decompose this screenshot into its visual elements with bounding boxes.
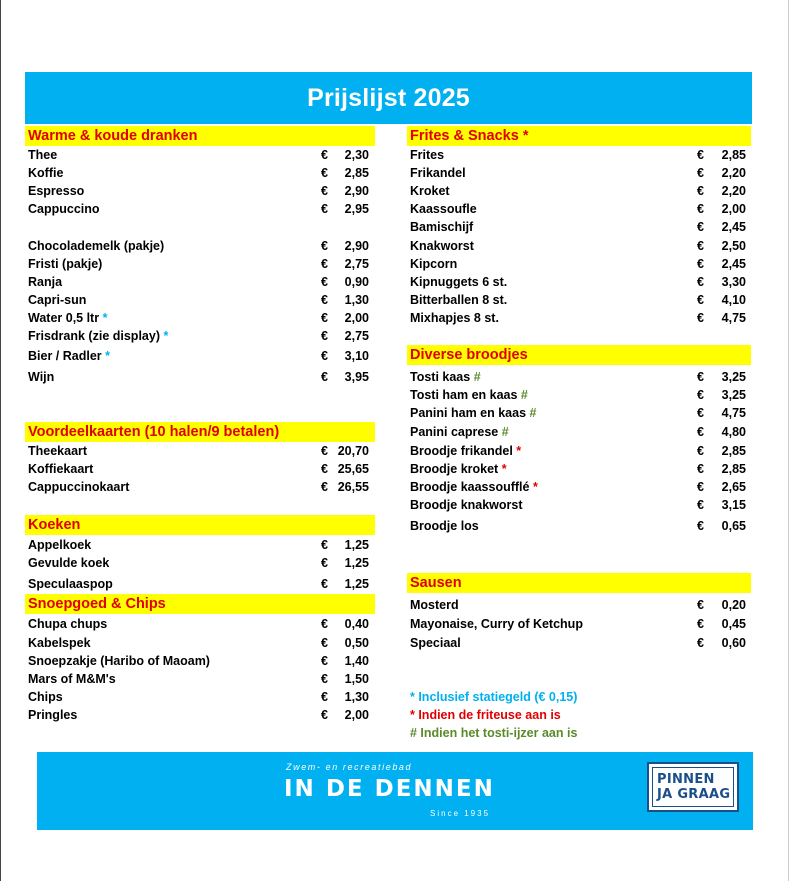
- item-price: 3,10: [344, 349, 369, 363]
- euro-sign: €: [321, 690, 328, 704]
- price-row: [407, 386, 751, 404]
- deposit-marker: *: [105, 349, 110, 363]
- item-name: Mosterd: [410, 598, 459, 612]
- deposit-marker: *: [102, 311, 108, 325]
- price-row: [407, 164, 751, 182]
- euro-sign: €: [697, 388, 704, 402]
- item-name: Bitterballen 8 st.: [410, 293, 508, 307]
- item-name: Appelkoek: [28, 538, 92, 552]
- euro-sign: €: [321, 556, 328, 570]
- item-price: 3,25: [721, 388, 746, 402]
- pin-badge-line1: PINNEN: [657, 772, 715, 787]
- item-name: Chocolademelk (pakje): [28, 239, 165, 253]
- price-row: [25, 536, 375, 554]
- item-price: 0,45: [721, 617, 746, 631]
- price-row: [25, 442, 375, 460]
- item-price: 2,85: [344, 166, 369, 180]
- price-row: [25, 182, 375, 200]
- item-name: [410, 478, 538, 496]
- item-name: [410, 460, 507, 478]
- item-name: Theekaart: [28, 444, 88, 458]
- item-price: 26,55: [337, 480, 369, 494]
- euro-sign: €: [321, 577, 328, 591]
- price-row: [25, 368, 375, 386]
- item-price: 1,25: [344, 538, 369, 552]
- page-edge-left: [0, 0, 1, 881]
- euro-sign: €: [321, 293, 328, 307]
- item-name: Bamischijf: [410, 220, 474, 234]
- section-heading-diverse-broodjes: Diverse broodjes: [407, 345, 751, 365]
- section-heading-snoepgoed-chips: Snoepgoed & Chips: [25, 594, 375, 614]
- item-name-text: Panini caprese: [410, 425, 502, 439]
- euro-sign: €: [697, 311, 704, 325]
- euro-sign: €: [321, 538, 328, 552]
- section-heading-warme-koude-dranken: Warme & koude dranken: [25, 126, 375, 146]
- price-row: [25, 164, 375, 182]
- item-price: 0,90: [344, 275, 369, 289]
- item-price: 2,50: [721, 239, 746, 253]
- item-name-text: Broodje frikandel: [410, 444, 517, 458]
- price-row: [407, 291, 751, 309]
- item-name: Mayonaise, Curry of Ketchup: [410, 617, 583, 631]
- item-price: 3,30: [721, 275, 746, 289]
- price-row: [407, 496, 751, 514]
- item-name: Snoepzakje (Haribo of Maoam): [28, 654, 210, 668]
- euro-sign: €: [697, 293, 704, 307]
- item-name: Gevulde koek: [28, 556, 110, 570]
- item-name: Wijn: [28, 370, 55, 384]
- euro-sign: €: [321, 148, 328, 162]
- item-price: 3,25: [721, 370, 746, 384]
- item-price: 1,50: [344, 672, 369, 686]
- price-row: [407, 404, 751, 422]
- price-row: [25, 652, 375, 670]
- price-row: [25, 615, 375, 633]
- price-row: [25, 460, 375, 478]
- euro-sign: €: [697, 257, 704, 271]
- section-heading-frites-snacks: Frites & Snacks *: [407, 126, 751, 146]
- item-name: Kabelspek: [28, 636, 91, 650]
- euro-sign: €: [697, 498, 704, 512]
- note-tosti: # Indien het tosti-ijzer aan is: [410, 726, 578, 740]
- item-price: 2,20: [721, 166, 746, 180]
- logo-name: IN DE DENNEN: [284, 776, 495, 802]
- euro-sign: €: [321, 617, 328, 631]
- item-name-text: Frisdrank (zie display): [28, 329, 164, 343]
- price-row: [407, 309, 751, 327]
- item-price: 20,70: [337, 444, 369, 458]
- price-row: [25, 273, 375, 291]
- item-name: Pringles: [28, 708, 78, 722]
- item-name: Koffie: [28, 166, 64, 180]
- price-row: [25, 478, 375, 496]
- euro-sign: €: [697, 462, 704, 476]
- price-row: [407, 442, 751, 460]
- item-price: 0,40: [344, 617, 369, 631]
- euro-sign: €: [697, 239, 704, 253]
- price-row: [25, 200, 375, 218]
- item-name: Cappuccino: [28, 202, 100, 216]
- item-name-text: Tosti kaas: [410, 370, 474, 384]
- item-name: [410, 368, 481, 386]
- price-row: [407, 218, 751, 236]
- item-price: 2,85: [721, 444, 746, 458]
- euro-sign: €: [321, 329, 328, 343]
- item-name: Knakworst: [410, 239, 474, 253]
- note-friteuse: * Indien de friteuse aan is: [410, 708, 561, 722]
- price-row: [25, 327, 375, 345]
- item-price: 4,75: [721, 311, 746, 325]
- item-name: Speculaaspop: [28, 577, 113, 591]
- euro-sign: €: [697, 598, 704, 612]
- item-name: Speciaal: [410, 636, 461, 650]
- friteuse-marker: *: [532, 480, 538, 494]
- euro-sign: €: [321, 202, 328, 216]
- logo-subtitle: Zwem- en recreatiebad: [286, 762, 413, 772]
- item-price: 2,90: [344, 239, 369, 253]
- item-price: 2,00: [344, 708, 369, 722]
- item-name-text: Bier / Radler: [28, 349, 106, 363]
- item-price: 2,95: [344, 202, 369, 216]
- euro-sign: €: [697, 184, 704, 198]
- price-row: [407, 237, 751, 255]
- price-row: [407, 146, 751, 164]
- price-row: [25, 688, 375, 706]
- item-name-text: Broodje kaassoufflé: [410, 480, 533, 494]
- price-row: [25, 309, 375, 327]
- item-name: [410, 442, 521, 460]
- item-price: 2,30: [344, 148, 369, 162]
- price-row: [407, 423, 751, 441]
- item-name: [410, 423, 509, 441]
- price-row: [407, 200, 751, 218]
- item-name: Kipnuggets 6 st.: [410, 275, 508, 289]
- euro-sign: €: [321, 166, 328, 180]
- item-price: 2,00: [344, 311, 369, 325]
- item-price: 0,65: [721, 519, 746, 533]
- item-name-text: Water 0,5 ltr: [28, 311, 103, 325]
- price-row: [25, 347, 375, 365]
- euro-sign: €: [697, 617, 704, 631]
- euro-sign: €: [321, 636, 328, 650]
- tosti-marker: #: [520, 388, 528, 402]
- item-name: Kaassoufle: [410, 202, 477, 216]
- item-price: 2,85: [721, 462, 746, 476]
- item-price: 3,15: [721, 498, 746, 512]
- euro-sign: €: [697, 425, 704, 439]
- euro-sign: €: [321, 672, 328, 686]
- item-name-text: Panini ham en kaas: [410, 406, 530, 420]
- euro-sign: €: [697, 370, 704, 384]
- item-price: 4,10: [721, 293, 746, 307]
- section-heading-voordeelkaarten: Voordeelkaarten (10 halen/9 betalen): [25, 422, 375, 442]
- friteuse-marker: *: [501, 462, 507, 476]
- euro-sign: €: [321, 311, 328, 325]
- price-row: [407, 517, 751, 535]
- price-row: [407, 460, 751, 478]
- item-price: 1,30: [344, 690, 369, 704]
- euro-sign: €: [697, 166, 704, 180]
- item-name-text: Broodje kroket: [410, 462, 502, 476]
- price-row: [407, 596, 751, 614]
- price-row: [25, 255, 375, 273]
- euro-sign: €: [697, 519, 704, 533]
- price-row: [407, 368, 751, 386]
- item-price: 2,75: [344, 329, 369, 343]
- price-row: [25, 706, 375, 724]
- note-deposit: * Inclusief statiegeld (€ 0,15): [410, 690, 578, 704]
- price-row: [25, 554, 375, 572]
- price-row: [407, 182, 751, 200]
- euro-sign: €: [697, 480, 704, 494]
- euro-sign: €: [697, 406, 704, 420]
- item-price: 2,65: [721, 480, 746, 494]
- item-price: 0,20: [721, 598, 746, 612]
- tosti-marker: #: [473, 370, 481, 384]
- item-price: 2,45: [721, 220, 746, 234]
- euro-sign: €: [697, 444, 704, 458]
- item-name: Kipcorn: [410, 257, 458, 271]
- item-price: 0,60: [721, 636, 746, 650]
- price-row: [25, 575, 375, 593]
- item-name: [28, 327, 168, 345]
- price-row: [25, 237, 375, 255]
- price-row: [25, 634, 375, 652]
- tosti-marker: #: [501, 425, 509, 439]
- item-name: Fristi (pakje): [28, 257, 103, 271]
- euro-sign: €: [697, 148, 704, 162]
- item-price: 2,20: [721, 184, 746, 198]
- section-heading-sausen: Sausen: [407, 573, 751, 593]
- price-row: [407, 273, 751, 291]
- item-name: Capri-sun: [28, 293, 87, 307]
- item-name: Mixhapjes 8 st.: [410, 311, 499, 325]
- item-price: 1,40: [344, 654, 369, 668]
- pin-badge-inner: [652, 767, 734, 807]
- euro-sign: €: [697, 275, 704, 289]
- euro-sign: €: [321, 708, 328, 722]
- euro-sign: €: [321, 480, 328, 494]
- euro-sign: €: [697, 220, 704, 234]
- price-row: [407, 634, 751, 652]
- footer-banner: [37, 752, 753, 830]
- item-name: Kroket: [410, 184, 450, 198]
- item-name: [28, 347, 110, 365]
- price-row: [407, 478, 751, 496]
- page-title: Prijslijst 2025: [307, 83, 470, 112]
- item-name: Frites: [410, 148, 445, 162]
- euro-sign: €: [321, 275, 328, 289]
- price-row: [25, 291, 375, 309]
- item-price: 2,85: [721, 148, 746, 162]
- pin-badge: [647, 762, 739, 812]
- item-price: 2,45: [721, 257, 746, 271]
- item-name: Chupa chups: [28, 617, 108, 631]
- item-name: Thee: [28, 148, 58, 162]
- euro-sign: €: [321, 444, 328, 458]
- item-price: 25,65: [337, 462, 369, 476]
- item-name: Broodje knakworst: [410, 498, 523, 512]
- logo-since: Since 1935: [430, 809, 491, 818]
- price-row: [25, 670, 375, 688]
- price-row: [407, 615, 751, 633]
- item-name: [410, 404, 536, 422]
- item-name: [28, 309, 107, 327]
- euro-sign: €: [321, 349, 328, 363]
- item-name: Frikandel: [410, 166, 466, 180]
- item-name: Mars of M&M's: [28, 672, 116, 686]
- price-row: [407, 255, 751, 273]
- item-price: 1,25: [344, 556, 369, 570]
- euro-sign: €: [321, 654, 328, 668]
- tosti-marker: #: [529, 406, 537, 420]
- item-price: 0,50: [344, 636, 369, 650]
- euro-sign: €: [321, 239, 328, 253]
- item-price: 1,30: [344, 293, 369, 307]
- euro-sign: €: [321, 370, 328, 384]
- deposit-marker: *: [163, 329, 169, 343]
- page-edge-right: [788, 0, 789, 881]
- item-name: Chips: [28, 690, 63, 704]
- euro-sign: €: [697, 202, 704, 216]
- euro-sign: €: [321, 462, 328, 476]
- euro-sign: €: [697, 636, 704, 650]
- item-price: 2,75: [344, 257, 369, 271]
- euro-sign: €: [321, 257, 328, 271]
- friteuse-marker: *: [516, 444, 522, 458]
- item-name: Koffiekaart: [28, 462, 94, 476]
- item-price: 2,90: [344, 184, 369, 198]
- price-row: [25, 146, 375, 164]
- euro-sign: €: [321, 184, 328, 198]
- item-name: Broodje los: [410, 519, 479, 533]
- item-price: 2,00: [721, 202, 746, 216]
- pin-badge-line2: JA GRAAG: [657, 787, 731, 802]
- item-name: Ranja: [28, 275, 63, 289]
- item-price: 1,25: [344, 577, 369, 591]
- item-price: 3,95: [344, 370, 369, 384]
- item-price: 4,80: [721, 425, 746, 439]
- item-name-text: Tosti ham en kaas: [410, 388, 521, 402]
- item-name: [410, 386, 528, 404]
- section-heading-koeken: Koeken: [25, 515, 375, 535]
- item-name: Espresso: [28, 184, 85, 198]
- item-name: Cappuccinokaart: [28, 480, 130, 494]
- title-bar: [25, 72, 752, 124]
- item-price: 4,75: [721, 406, 746, 420]
